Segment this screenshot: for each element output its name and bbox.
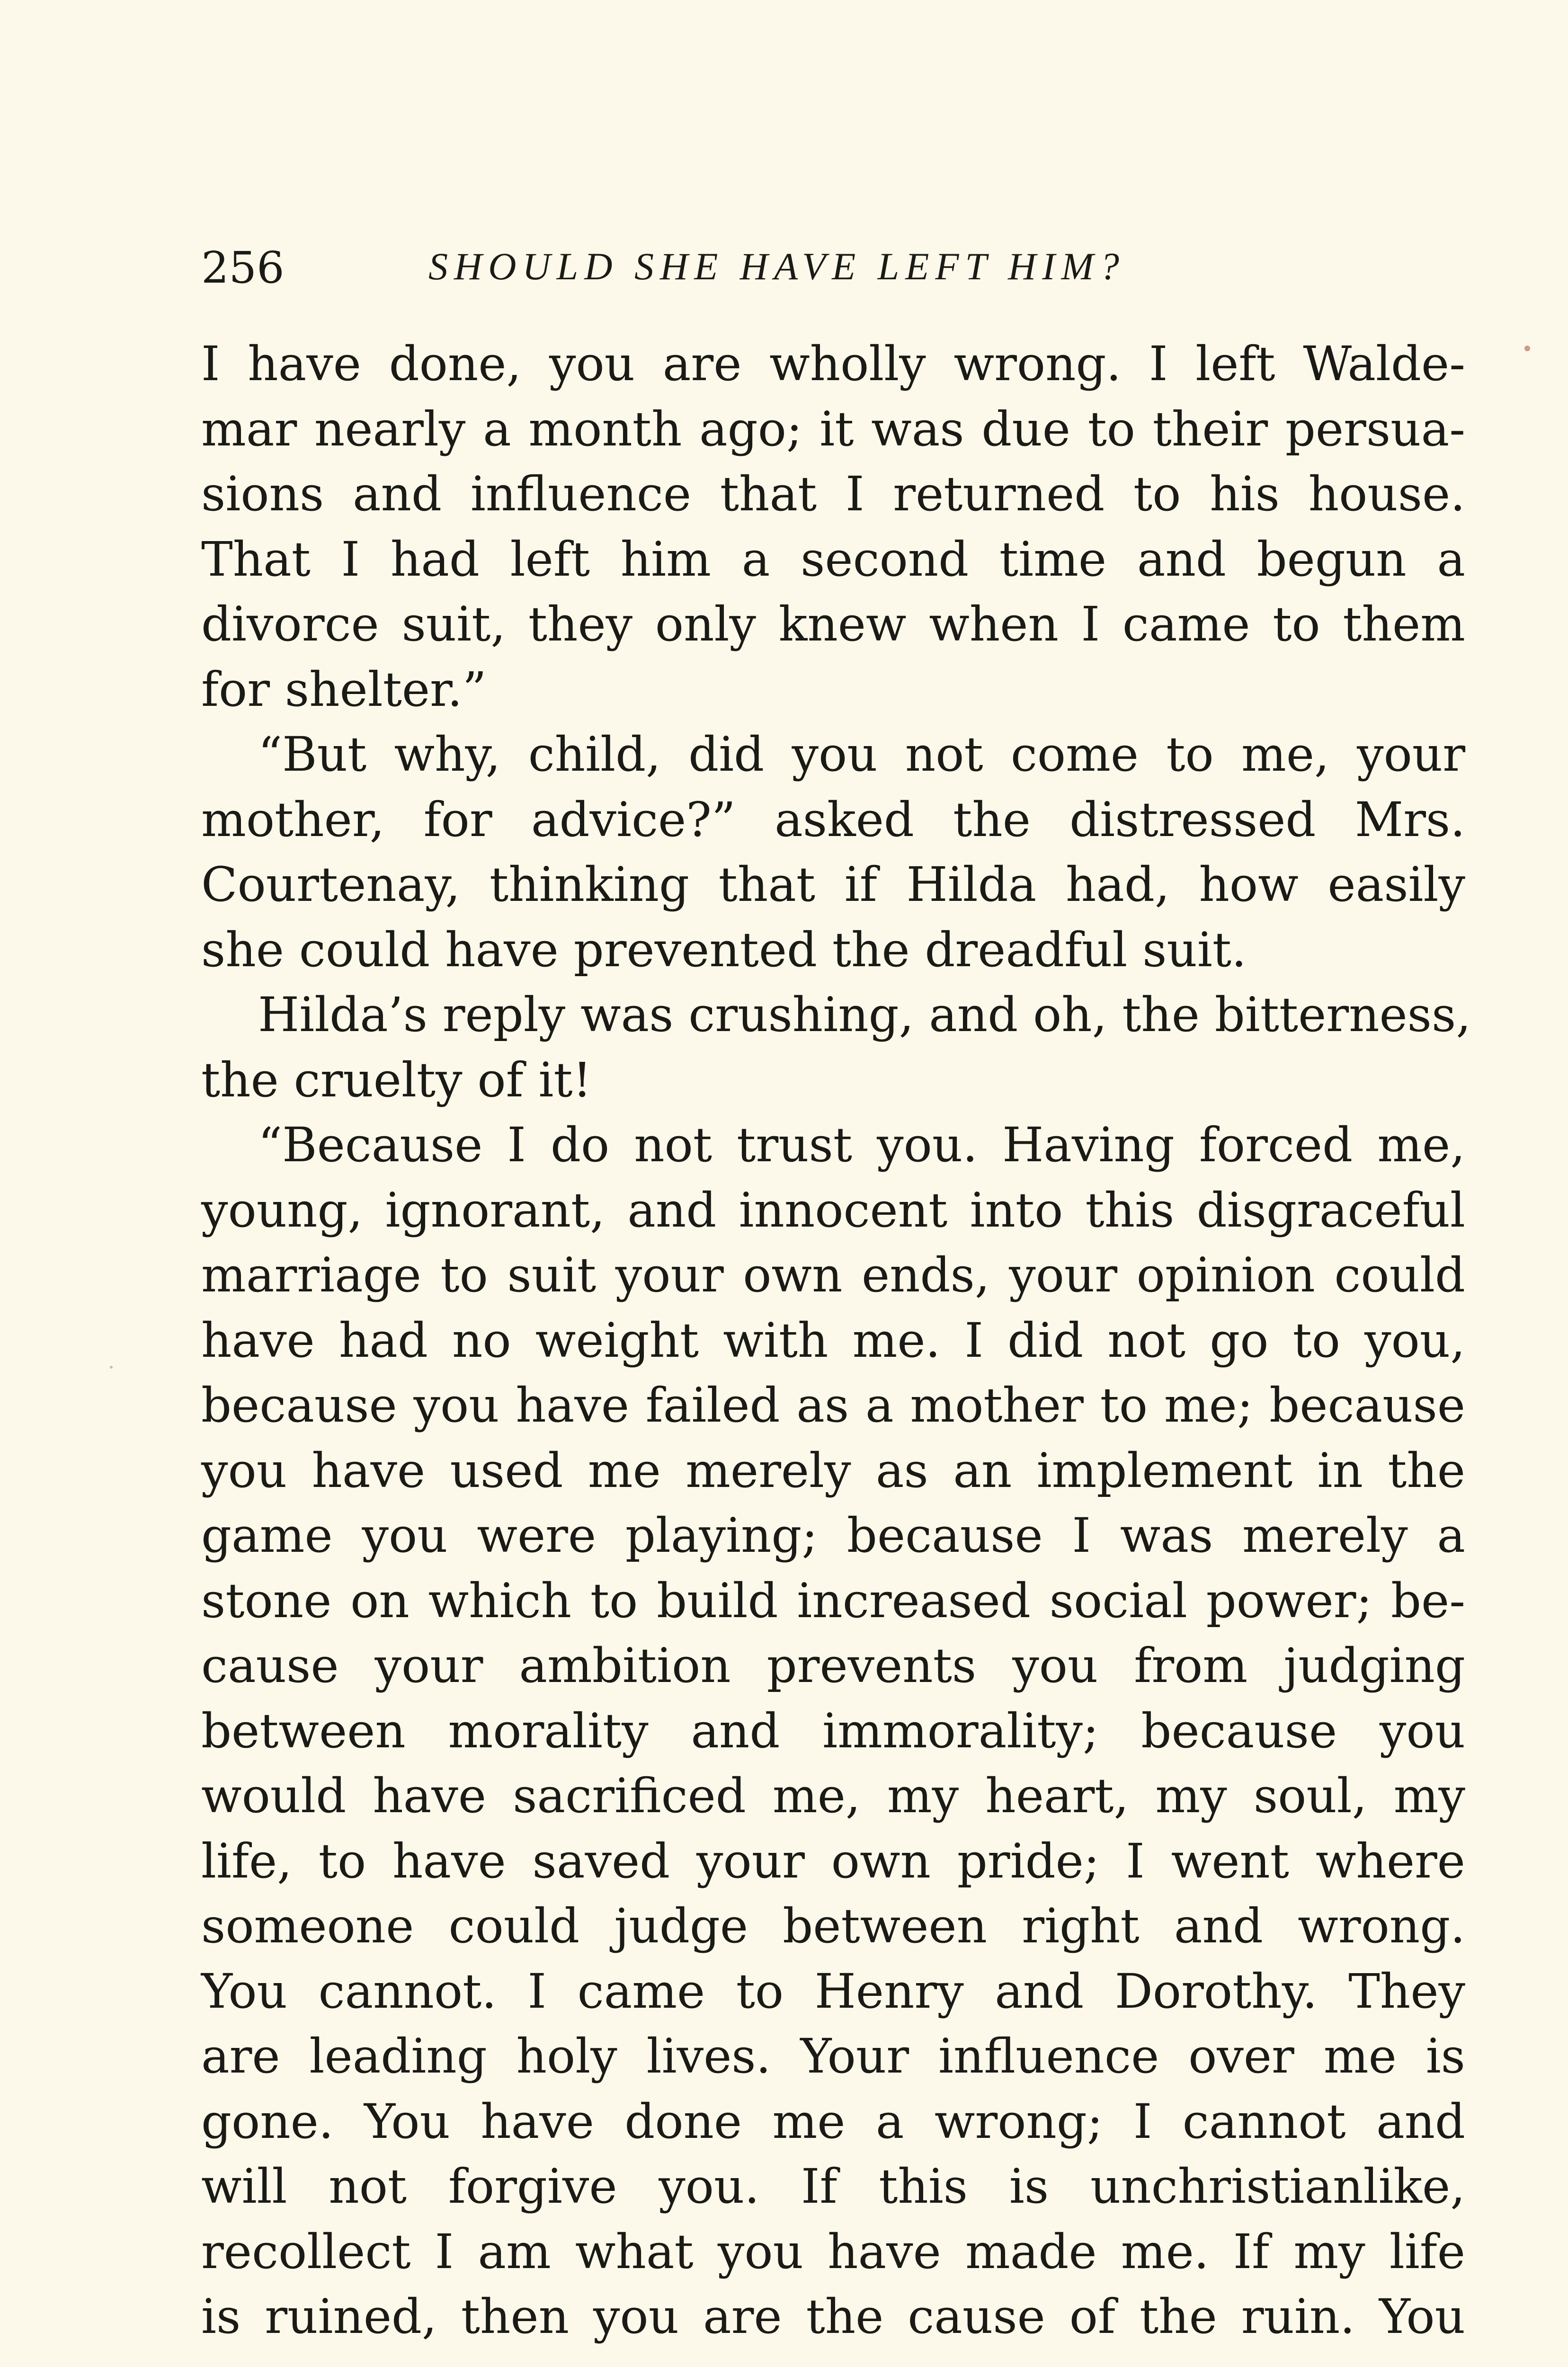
text-line: someone could judge between right and wrong. [201, 1898, 1465, 1954]
text-line: divorce suit, they only knew when I came to them [201, 596, 1465, 652]
running-head: SHOULD SHE HAVE LEFT HIM? [428, 245, 1125, 288]
text-line: You cannot. I came to Henry and Dorothy. They [201, 1963, 1465, 2019]
text-line: That I had left him a second time and begun a [201, 531, 1465, 587]
text-line: for shelter.” [201, 661, 487, 717]
text-line: sions and influence that I returned to his house. [201, 466, 1465, 522]
paragraph-start-line: “Because I do not trust you. Having forced me, [258, 1117, 1465, 1173]
text-line: stone on which to build increased social power; be- [201, 1573, 1465, 1628]
text-line: are leading holy lives. Your influence over me is [201, 2029, 1465, 2084]
text-line: cause your ambition prevents you from judging [201, 1638, 1465, 1693]
text-line: she could have prevented the dreadful suit. [201, 922, 1247, 978]
paper-speck [110, 1366, 113, 1369]
body-text [201, 331, 1471, 2349]
text-line: gone. You have done me a wrong; I cannot and [201, 2093, 1465, 2149]
text-line: is ruined, then you are the cause of the ruin. You [201, 2289, 1465, 2344]
text-line: marriage to suit your own ends, your opinion could [201, 1247, 1465, 1303]
text-line: will not forgive you. If this is unchristianlike, [201, 2159, 1465, 2214]
page-number: 256 [201, 242, 285, 293]
paragraph-start-line: “But why, child, did you not come to me, your [258, 727, 1465, 782]
text-line: you have used me merely as an implement in the [201, 1442, 1465, 1498]
text-line: game you were playing; because I was merely a [201, 1508, 1465, 1563]
text-line: young, ignorant, and innocent into this disgraceful [201, 1182, 1465, 1238]
text-line: I have done, you are wholly wrong. I left Walde- [201, 336, 1465, 392]
ink-mark [1524, 346, 1530, 351]
text-line: the cruelty of it! [201, 1052, 592, 1108]
text-line: between morality and immorality; because you [201, 1703, 1465, 1759]
text-line: mar nearly a month ago; it was due to their persua- [201, 401, 1465, 457]
paragraph-start-line: Hilda’s reply was crushing, and oh, the bitterness, [258, 987, 1471, 1042]
text-line: life, to have saved your own pride; I went where [201, 1833, 1465, 1889]
text-line: would have sacrificed me, my heart, my soul, my [201, 1768, 1465, 1824]
text-line: mother, for advice?” asked the distressed Mrs. [201, 792, 1465, 847]
page-header [201, 227, 1465, 298]
text-line: Courtenay, thinking that if Hilda had, how easily [201, 857, 1465, 912]
text-line: have had no weight with me. I did not go to you, [201, 1312, 1465, 1368]
text-line: recollect I am what you have made me. If my life [201, 2224, 1465, 2279]
text-line: because you have failed as a mother to me; because [201, 1378, 1465, 1433]
